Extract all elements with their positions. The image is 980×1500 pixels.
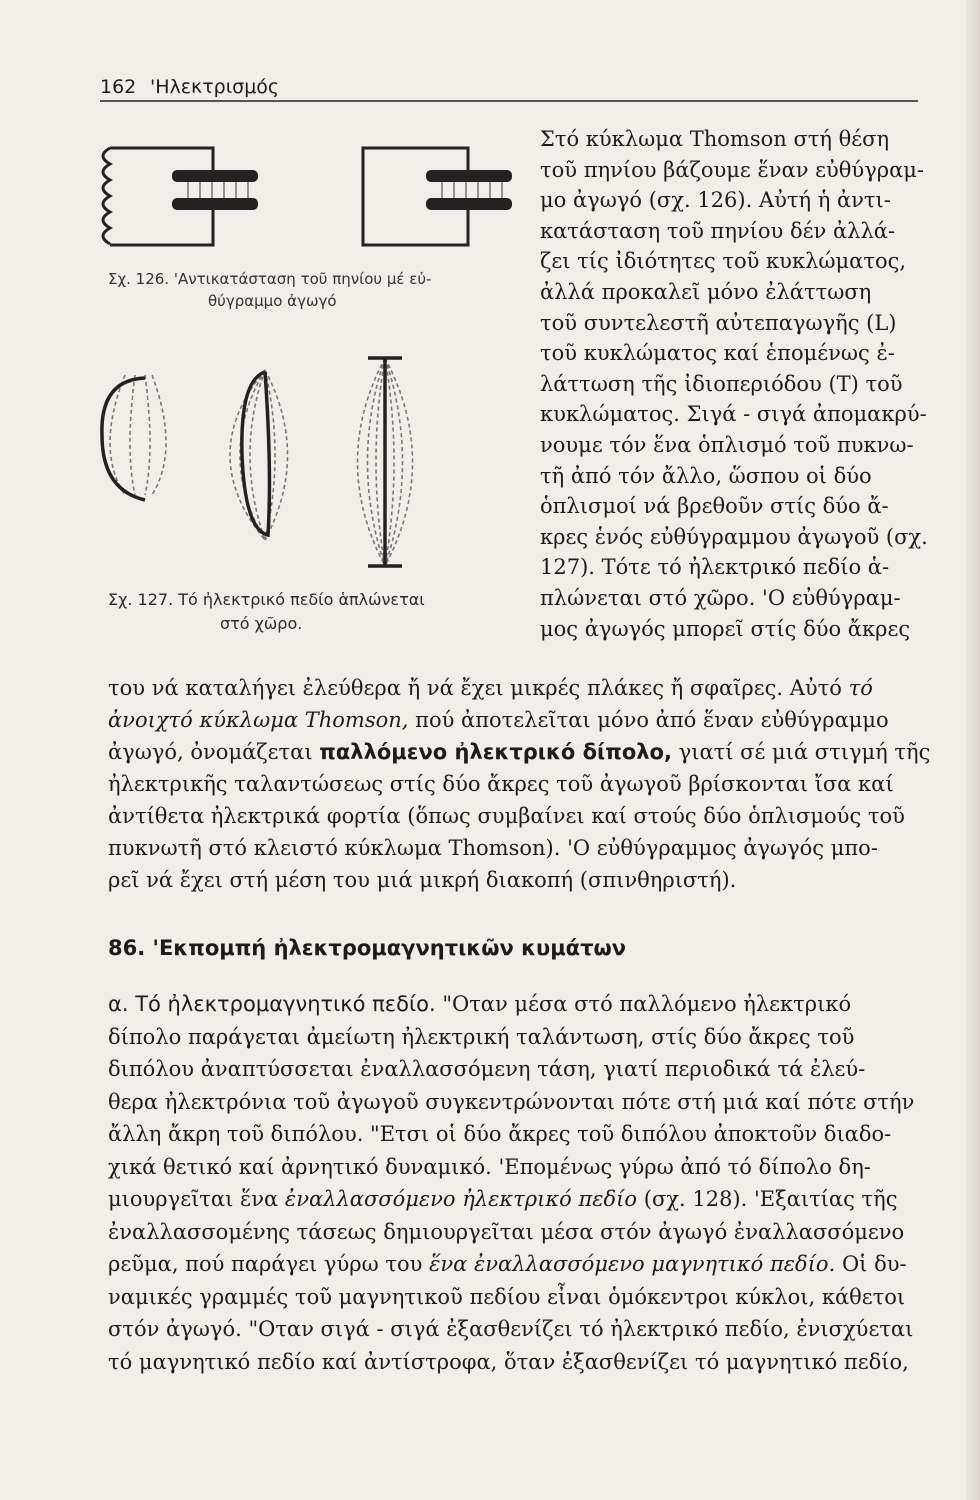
coil-icon <box>103 148 110 244</box>
figure-126-diagram <box>88 130 528 265</box>
text-line: στόν ἀγωγό. "Οταν σιγά - σιγά ἐξασθενίζει τό ἠλεκτρικό πεδίο, ἐνισχύεται <box>108 1317 914 1341</box>
open-capacitor-wire <box>102 378 145 500</box>
capacitor-plate <box>172 170 258 182</box>
page-number: 162 <box>100 76 137 98</box>
section-body <box>108 988 936 1378</box>
text-line: θερα ἠλεκτρόνια τοῦ ἀγωγοῦ συγκεντρώνονται πότε στή μιά καί πότε στήν <box>108 1089 915 1114</box>
text-line: τό μαγνητικό πεδίο καί ἀντίστροφα, ὅταν ἐξασθενίζει τό μαγνητικό πεδίο, <box>108 1349 909 1374</box>
figure-127-diagram <box>90 350 510 575</box>
text-line: κρες ἑνός εὐθύγραμμου ἀγωγοῦ (σχ. <box>540 524 928 549</box>
capacitor-plate <box>172 198 258 210</box>
text-line: πυκνωτῆ στό κλειστό κύκλωμα Thomson). 'Ο εὐθύγραμμος ἀγωγός μπο- <box>108 836 878 860</box>
text-line: ναμικές γραμμές τοῦ μαγνητικοῦ πεδίου εἶναι ὁμόκεντροι κύκλοι, κάθετοι <box>108 1284 906 1309</box>
text-line: ἀλλά προκαλεῖ μόνο ἐλάττωση <box>540 279 872 304</box>
chapter-title: 'Ηλεκτρισμός <box>150 76 280 98</box>
text-line: ζει τίς ἰδιότητες τοῦ κυκλώματος, <box>540 249 907 274</box>
text-line: 127). Τότε τό ἠλεκτρικό πεδίο ἁ- <box>540 555 890 580</box>
straight-conductor-circuit-wire <box>363 148 468 245</box>
text-line: μο ἀγωγό (σχ. 126). Αὐτή ἡ ἀντι- <box>540 188 891 213</box>
text-line: μος ἀγωγός μπορεῖ στίς δύο ἄκρες <box>540 616 911 641</box>
text-line: ἀνοιχτό κύκλωμα Thomson, πού ἀποτελεῖται μόνο ἀπό ἕναν εὐθύγραμμο <box>108 708 889 732</box>
text-line: ἐναλλασσομένης τάσεως δημιουργεῖται μέσα στόν ἀγωγό ἐναλλασσόμενο <box>108 1219 905 1244</box>
text-line: ρεῖ νά ἔχει στή μέση του μιά μικρή διακοπή (σπινθηριστή). <box>108 868 737 892</box>
right-column-text <box>540 124 930 644</box>
defined-term: παλλόμενο ἠλεκτρικό δίπολο, <box>319 740 672 764</box>
running-header <box>100 74 920 102</box>
text-line: νουμε τόν ἕνα ὁπλισμό τοῦ πυκνω- <box>540 432 914 457</box>
capacitor-plate <box>426 198 512 210</box>
figure-126-caption: Σχ. 126. 'Αντικατάσταση τοῦ πηνίου μέ εὐ- θύγραμμο ἀγωγό <box>108 270 432 310</box>
text-line: δίπολο παράγεται ἀμείωτη ἠλεκτρική ταλάντωση, στίς δύο ἄκρες τοῦ <box>108 1024 855 1049</box>
text-line: ὁπλισμοί νά βρεθοῦν στίς δύο ἄ- <box>540 494 889 519</box>
coil-circuit-wire <box>110 148 213 245</box>
text-line: α. Τό ἠλεκτρομαγνητικό πεδίο. "Οταν μέσα στό παλλόμενο ἠλεκτρικό <box>108 992 852 1016</box>
text-line: λάττωση τῆς ἰδιοπεριόδου (Τ) τοῦ <box>540 371 903 396</box>
text-line: διπόλου ἀναπτύσσεται ἐναλλασσόμενη τάση, γιατί περιοδικά τά ἐλεύ- <box>108 1057 866 1081</box>
text-line: κατάσταση τοῦ πηνίου δέν ἀλλά- <box>540 218 896 243</box>
text-line: τοῦ πηνίου βάζουμε ἕναν εὐθύγραμ- <box>540 157 925 182</box>
text-line: Στό κύκλωμα Thomson στή θέση <box>540 127 890 151</box>
text-line: ἠλεκτρικῆς ταλαντώσεως στίς δύο ἄκρες τοῦ ἀγωγοῦ βρίσκονται ἴσα καί <box>108 772 894 796</box>
text-line: μιουργεῖται ἕνα ἐναλλασσόμενο ἠλεκτρικό πεδίο (σχ. 128). 'Εξαιτίας τῆς <box>108 1187 898 1211</box>
capacitor-plate <box>426 170 512 182</box>
text-line: ἀγωγό, ὀνομάζεται παλλόμενο ἠλεκτρικό δίπολο, γιατί σέ μιά στιγμή τῆς <box>108 740 931 764</box>
text-line: κυκλώματος. Σιγά - σιγά ἀπομακρύ- <box>540 402 927 427</box>
body-paragraph <box>108 672 931 896</box>
text-line: πλώνεται στό χῶρο. 'Ο εὐθύγραμ- <box>540 585 901 610</box>
text-line: ἄλλη ἄκρη τοῦ διπόλου. "Ετσι οἱ δύο ἄκρες τοῦ διπόλου ἀποκτοῦν διαδο- <box>108 1122 892 1146</box>
text-line: τοῦ κυκλώματος καί ἑπομένως ἐ- <box>540 341 895 366</box>
subsection-title: α. Τό ἠλεκτρομαγνητικό πεδίο. <box>108 992 436 1016</box>
header-rule <box>100 100 918 102</box>
page-edge <box>966 0 980 1500</box>
text-line: τοῦ συντελεστῆ αὐτεπαγωγῆς (L) <box>540 310 897 335</box>
text-line: του νά καταλήγει ἐλεύθερα ἤ νά ἔχει μικρές πλάκες ἤ σφαῖρες. Αὐτό τό <box>108 676 873 700</box>
text-line: χικά θετικό καί ἀρνητικό δυναμικό. 'Επομένως γύρω ἀπό τό δίπολο δη- <box>108 1154 871 1179</box>
figure-127-caption: Σχ. 127. Τό ἠλεκτρικό πεδίο ἁπλώνεται στό χῶρο. <box>108 590 425 633</box>
text-line: ἀντίθετα ἠλεκτρικά φορτία (ὅπως συμβαίνει καί στούς δύο ὁπλισμούς τοῦ <box>108 804 905 828</box>
text-line: ρεῦμα, πού παράγει γύρω του ἕνα ἐναλλασσόμενο μαγνητικό πεδίο. Οἱ δυ- <box>108 1252 907 1276</box>
text-line: τῆ ἀπό τόν ἄλλο, ὥσπου οἱ δύο <box>540 463 872 488</box>
section-heading: 86. 'Εκπομπή ἠλεκτρομαγνητικῶν κυμάτων <box>108 936 627 960</box>
